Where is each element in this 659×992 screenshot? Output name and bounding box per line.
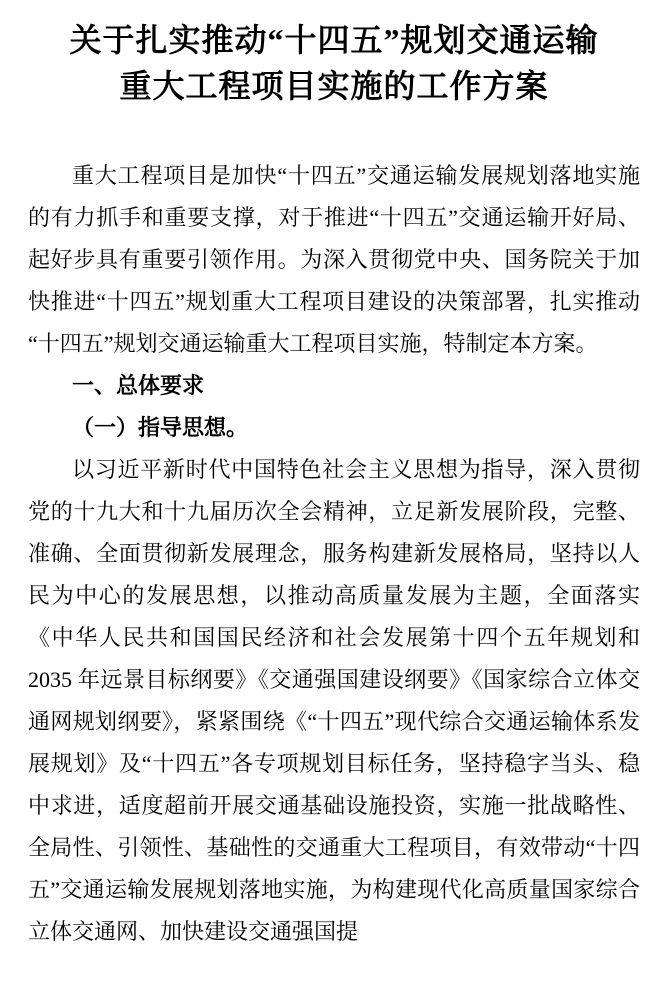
paragraph-intro: 重大工程项目是加快“十四五”交通运输发展规划落地实施的有力抓手和重要支撑，对于推进“十四五”交通运输开好局、起好步具有重要引领作用。为深入贯彻党中央、国务院关于加快推进“十四五”规划重大工程项目建设的决策部署，扎实推动“十四五”规划交通运输重大工程项目实施，特制定本方案。 bbox=[28, 163, 640, 356]
paragraph-guiding-thought: 以习近平新时代中国特色社会主义思想为指导，深入贯彻党的十九大和十九届历次全会精神，立足新发展阶段，完整、准确、全面贯彻新发展理念，服务构建新发展格局，坚持以人民为中心的发展思想，以推动高质量发展为主题，全面落实《中华人民共和国国民经济和社会发展第十四个五年规划和 2035 年远景目标纲要》《交通强国建设纲要》《国家综合立体交通网规划纲要》，紧紧围绕《“十四五”现代综合交通运输体系发展规划》及“十四五”各专项规划目标任务，坚持稳字当头、稳中求进，适度超前开展交通基础设施投资，实施一批战略性、全局性、引领性、基础性的交通重大工程项目，有效带动“十四五”交通运输发展规划落地实施，为构建现代化高质量国家综合立体交通网、加快建设交通强国提 bbox=[28, 457, 640, 944]
subsection-heading-guiding-thought: （一）指导思想。 bbox=[72, 415, 249, 440]
document-title bbox=[28, 17, 640, 109]
document-title-line1: 关于扎实推动“十四五”规划交通运输 bbox=[69, 22, 599, 58]
section-heading-overall-requirements: 一、总体要求 bbox=[72, 373, 205, 398]
document-title-line2: 重大工程项目实施的工作方案 bbox=[119, 68, 549, 104]
